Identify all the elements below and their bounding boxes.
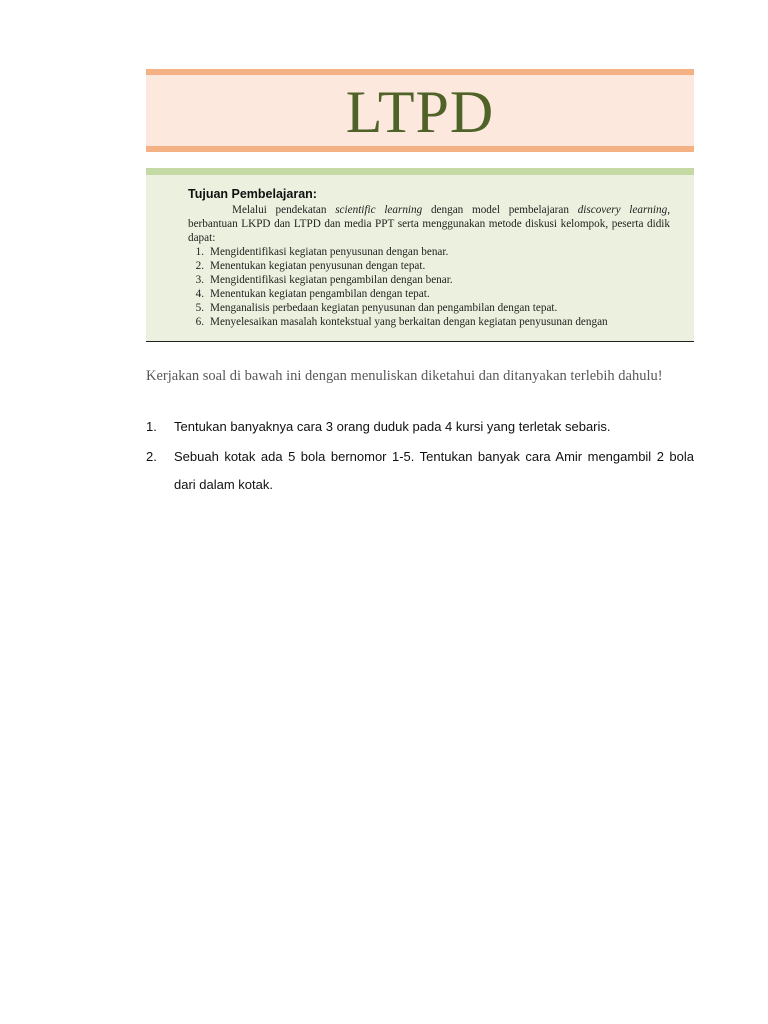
objective-item	[188, 301, 688, 315]
objective-item	[188, 245, 688, 259]
question-text: Sebuah kotak ada 5 bola bernomor 1-5. Tentukan banyak cara Amir mengambil 2 bola dari dalam kotak.	[174, 449, 694, 492]
objective-item	[188, 315, 688, 329]
question-item	[146, 413, 694, 441]
question-number: 1.	[146, 419, 157, 434]
question-number: 2.	[146, 449, 157, 464]
objective-text: Mengidentifikasi kegiatan penyusunan dengan benar.	[210, 246, 449, 258]
objectives-intro-part1: Melalui pendekatan	[232, 204, 336, 216]
question-text: Tentukan banyaknya cara 3 orang duduk pada 4 kursi yang terletak sebaris.	[174, 419, 611, 434]
objective-number: 2.	[195, 260, 204, 272]
objective-number: 6.	[195, 316, 204, 328]
objective-text: Mengidentifikasi kegiatan pengambilan dengan benar.	[210, 274, 453, 286]
objectives-heading: Tujuan Pembelajaran:	[188, 187, 317, 201]
objective-text: Menyelesaikan masalah kontekstual yang berkaitan dengan kegiatan penyusunan dengan	[210, 316, 608, 328]
question-item	[146, 443, 694, 499]
objective-text: Menentukan kegiatan pengambilan dengan tepat.	[210, 288, 430, 300]
objectives-intro-part2: dengan model pembelajaran	[422, 204, 578, 216]
objective-number: 5.	[195, 302, 204, 314]
objectives-intro-italic1: scientific learning	[335, 204, 423, 216]
objective-text: Menganalisis perbedaan kegiatan penyusunan dan pengambilan dengan tepat.	[210, 302, 558, 314]
title-banner	[146, 69, 694, 152]
objective-item	[188, 287, 688, 301]
objective-item	[188, 259, 688, 273]
objective-number: 1.	[195, 246, 204, 258]
objective-number: 4.	[195, 288, 204, 300]
objectives-intro	[188, 203, 670, 245]
instruction-text: Kerjakan soal di bawah ini dengan menuliskan diketahui dan ditanyakan terlebih dahulu!	[146, 368, 663, 384]
objective-number: 3.	[195, 274, 204, 286]
objectives-intro-italic2: discovery learning	[577, 204, 668, 216]
objective-item	[188, 273, 688, 287]
objectives-list	[188, 245, 688, 329]
objectives-intro-part3: , berbantuan LKPD dan LTPD dan media PPT serta menggunakan metode diskusi kelompok, peserta didik dapat:	[188, 204, 670, 244]
questions-list	[146, 413, 694, 501]
objective-text: Menentukan kegiatan penyusunan dengan tepat.	[210, 260, 426, 272]
learning-objectives-box	[146, 168, 694, 342]
page-title: LTPD	[345, 78, 495, 145]
